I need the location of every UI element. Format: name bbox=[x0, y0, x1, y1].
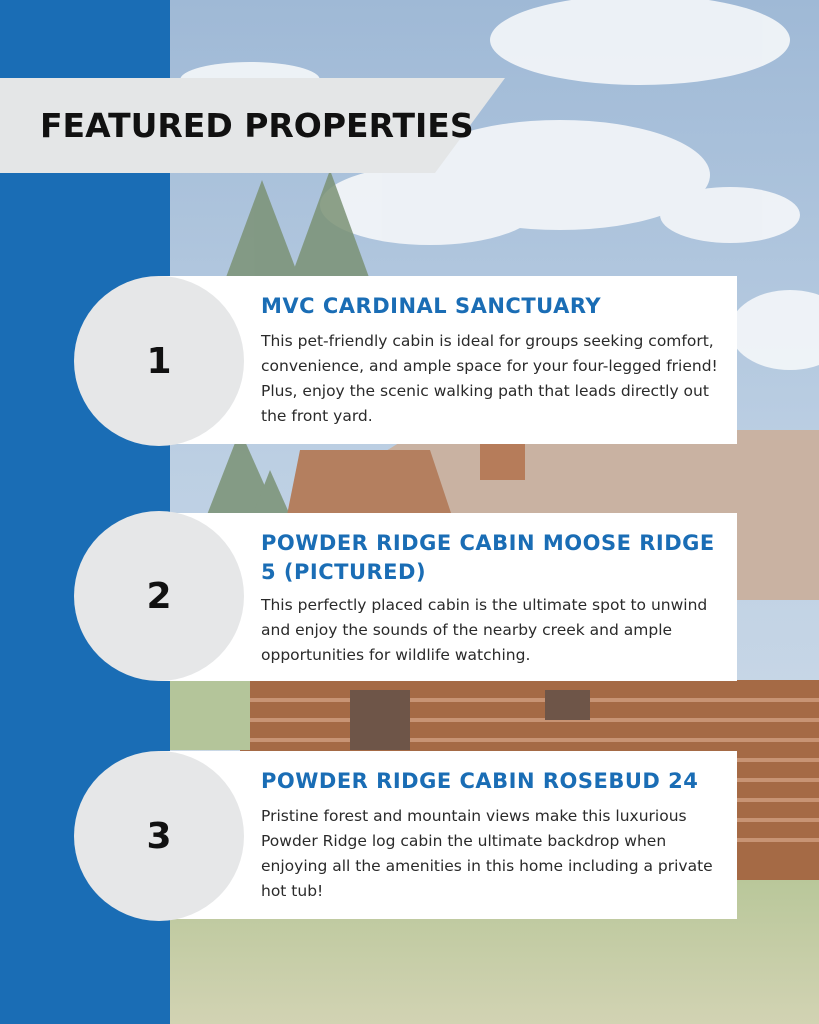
property-description: This pet-friendly cabin is ideal for groups seeking comfort, convenience, and ample space for your four-legged friend! Plus, enjoy the scenic walking path that leads directly out the front yard. bbox=[261, 332, 718, 425]
property-number-badge: 2 bbox=[74, 511, 244, 681]
property-description: Pristine forest and mountain views make this luxurious Powder Ridge log cabin the ultimate backdrop when enjoying all the amenities in this home including a private hot tub! bbox=[261, 807, 713, 900]
property-card-3 bbox=[160, 751, 737, 919]
property-title: POWDER RIDGE CABIN ROSEBUD 24 bbox=[261, 769, 699, 793]
property-title: POWDER RIDGE CABIN MOOSE RIDGE 5 (PICTURED) bbox=[261, 531, 715, 584]
property-card-2 bbox=[160, 513, 737, 681]
property-number-badge: 1 bbox=[74, 276, 244, 446]
property-title: MVC CARDINAL SANCTUARY bbox=[261, 294, 602, 318]
property-description: This perfectly placed cabin is the ultimate spot to unwind and enjoy the sounds of the nearby creek and ample opportunities for wildlife watching. bbox=[261, 596, 708, 664]
property-card-1 bbox=[160, 276, 737, 444]
property-number-badge: 3 bbox=[74, 751, 244, 921]
page-title: FEATURED PROPERTIES bbox=[40, 106, 474, 145]
